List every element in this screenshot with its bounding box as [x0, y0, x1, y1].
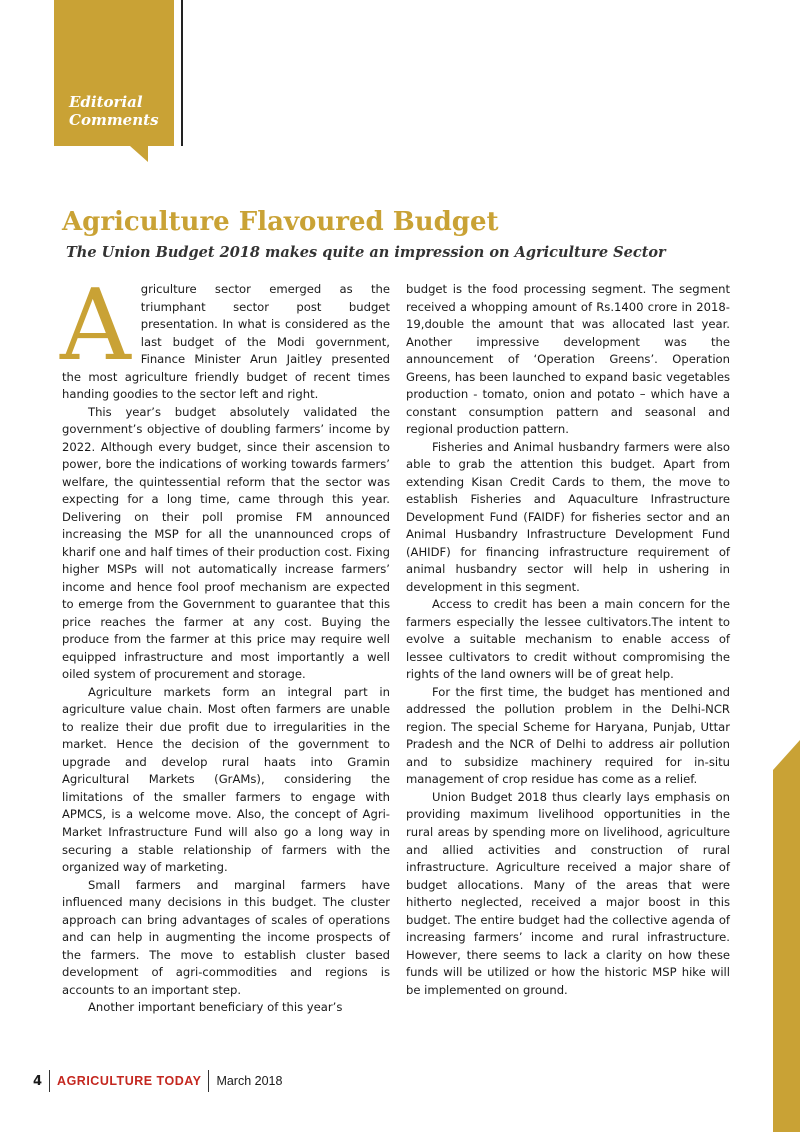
- article-paragraph: Agriculture markets form an integral part in agriculture value chain. Most often farmers are unable to realize their due profit due to irregularities in the market. Hence the decision of the government to upgrade and develop rural haats into Gramin Agricultural Markets (GrAMs), considering the limitations of the smaller farmers to engage with APMCS, is a welcome move. Also, the concept of Agri-Market Infrastructure Fund will also go a long way in securing a stable relationship of farmers with the organized way of marketing.: [62, 684, 390, 875]
- footer-divider: [208, 1070, 209, 1092]
- article-paragraph: Union Budget 2018 thus clearly lays emphasis on providing maximum livelihood opportunities in the rural areas by spending more on livelihood, agriculture and allied activities and construction of rural infrastructure. Agriculture received a major share of budget allocations. Many of the areas that were hitherto neglected, received a major boost in this budget. The entire budget had the collective agenda of increasing farmers’ income and rural infrastructure. However, there seems to lack a clarity on how these funds will be utilized or how the historic MSP hike will be implemented on ground.: [406, 789, 730, 997]
- article-paragraph: This year’s budget absolutely validated the government’s objective of doubling farmers’ income by 2022. Although every budget, since their ascension to power, bore the indications of working towards farmers’ welfare, the quintessential reform that the sector was expecting for a long time, came through this year. Delivering on their poll promise FM announced increasing the MSP for all the unannounced crops of kharif one and half times of their production cost. Fixing higher MSPs will not automatically increase farmers’ income and hence fool proof mechanism are expected to emerge from the Government to guarantee that this price reaches the farmer at any cost. Buying the produce from the farmer at this price may require well equipped infrastructure and most importantly a well oiled system of procurement and storage.: [62, 404, 390, 682]
- section-label-line2: Comments: [69, 111, 159, 129]
- article-paragraph: For the first time, the budget has mentioned and addressed the pollution problem in the Delhi-NCR region. The special Scheme for Haryana, Punjab, Uttar Pradesh and the NCR of Delhi to address air pollution and to subsidize machinery required for in-situ management of crop residue has come as a relief.: [406, 684, 730, 787]
- article-column-left: [60, 269, 390, 1017]
- section-label-line1: Editorial: [69, 93, 143, 111]
- article-paragraph: Access to credit has been a main concern for the farmers especially the lessee cultivators.The intent to evolve a suitable mechanism to enable access of lessee cultivators to credit without compromising the rights of the land owners will be of great help.: [406, 597, 730, 682]
- decorative-edge-tip: [773, 740, 800, 770]
- paragraph-text: griculture sector emerged as the triumphant sector post budget presentation. In what is considered as the last budget of the Modi government, Finance Minister Arun Jaitley presented the most agriculture friendly budget of recent times handing goodies to the sector left and right.: [62, 282, 390, 402]
- page-footer: [33, 1071, 282, 1091]
- page-number: 4: [33, 1073, 43, 1089]
- drop-cap: A: [60, 269, 131, 383]
- header-divider: [181, 0, 183, 146]
- section-tab-pointer: [130, 146, 148, 162]
- article-paragraph: Another important beneficiary of this year’s: [88, 1000, 343, 1015]
- article-column-right: [406, 281, 730, 999]
- decorative-edge-bar: [773, 770, 800, 1132]
- article-paragraph: Fisheries and Animal husbandry farmers were also able to grab the attention this budget. Apart from extending Kisan Credit Cards to them, the move to establish Fisheries and Aquaculture Infrastructure Development Fund (FAIDF) for fisheries sector and an Animal Husbandry Infrastructure Development Fund (AHIDF) for financing infrastructure requirement of animal husbandry sector will help in ushering in development in this segment.: [406, 439, 730, 594]
- article-paragraph: [60, 269, 390, 404]
- issue-date: March 2018: [216, 1074, 283, 1088]
- article-subtitle: The Union Budget 2018 makes quite an impression on Agriculture Sector: [66, 244, 666, 261]
- section-label: [69, 93, 169, 129]
- article-title: Agriculture Flavoured Budget: [62, 207, 499, 237]
- article-paragraph: budget is the food processing segment. The segment received a whopping amount of Rs.1400 crore in 2018-19,double the amount that was allocated last year. Another impressive development was the announcement of ‘Operation Greens’. Operation Greens, has been launched to expand basic vegetables production - tomato, onion and potato – which have a constant consumption pattern and seasonal and regional production pattern.: [406, 282, 730, 437]
- article-paragraph: Small farmers and marginal farmers have influenced many decisions in this budget. The cluster approach can bring advantages of scales of operations and can help in augmenting the income prospects of the farmers. The move to establish cluster based development of agri-commodities and regions is accounts to an important step.: [62, 877, 390, 997]
- magazine-name: AGRICULTURE TODAY: [57, 1074, 202, 1088]
- footer-divider: [49, 1070, 50, 1092]
